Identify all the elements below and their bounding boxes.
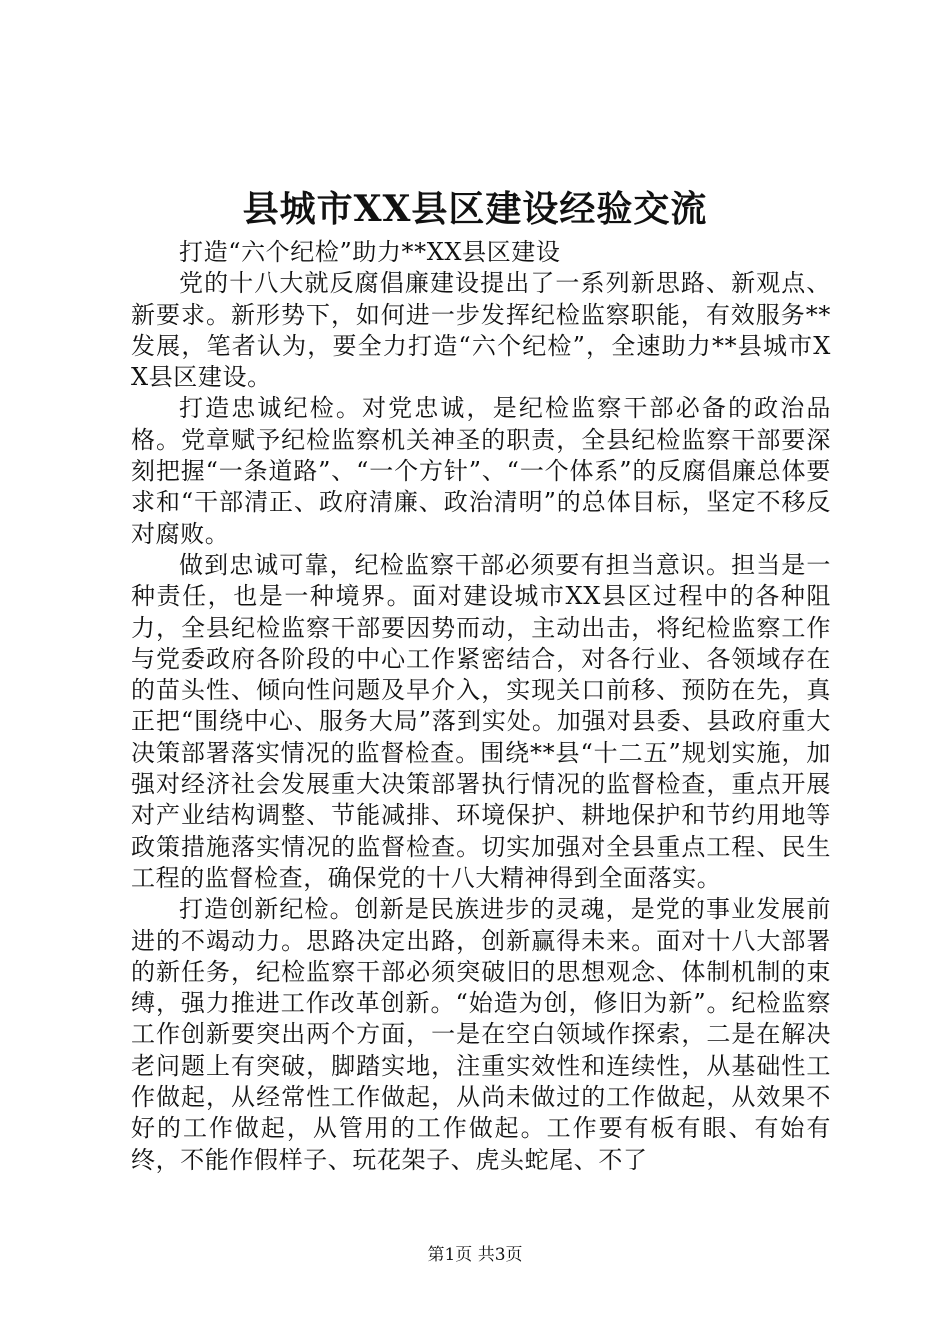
loyalty-paragraph: 打造忠诚纪检。对党忠诚，是纪检监察干部必备的政治品格。党章赋予纪检监察机关神圣的职责，全县纪检监察干部要深刻把握“一条道路”、“一个方针”、“一个体系”的反腐倡廉总体要求和“干部清正、政府清廉、政治清明”的总体目标，坚定不移反对腐败。 — [131, 394, 831, 548]
intro-paragraph: 党的十八大就反腐倡廉建设提出了一系列新思路、新观点、新要求。新形势下，如何进一步发挥纪检监察职能，有效服务**发展，笔者认为，要全力打造“六个纪检”，全速助力**县城市XX县区建设。 — [131, 269, 831, 392]
responsibility-paragraph: 做到忠诚可靠，纪检监察干部必须要有担当意识。担当是一种责任，也是一种境界。面对建设城市XX县区过程中的各种阻力，全县纪检监察干部要因势而动，主动出击，将纪检监察工作与党委政府各阶段的中心工作紧密结合，对各行业、各领域存在的苗头性、倾向性问题及早介入，实现关口前移、预防在先，真正把“围绕中心、服务大局”落到实处。加强对县委、县政府重大决策部署落实情况的监督检查。围绕**县“十二五”规划实施，加强对经济社会发展重大决策部署执行情况的监督检查，重点开展对产业结构调整、节能减排、环境保护、耕地保护和节约用地等政策措施落实情况的监督检查。切实加强对全县重点工程、民生工程的监督检查，确保党的十八大精神得到全面落实。 — [131, 550, 831, 892]
document-title: 县城市XX县区建设经验交流 — [242, 188, 708, 230]
innovation-paragraph: 打造创新纪检。创新是民族进步的灵魂，是党的事业发展前进的不竭动力。思路决定出路，创新赢得未来。面对十八大部署的新任务，纪检监察干部必须突破旧的思想观念、体制机制的束缚，强力推进工作改革创新。“始造为创，修旧为新”。纪检监察工作创新要突出两个方面，一是在空白领域作探索，二是在解决老问题上有突破，脚踏实地，注重实效性和连续性，从基础性工作做起，从经常性工作做起，从尚未做过的工作做起，从效果不好的工作做起，从管用的工作做起。工作要有板有眼、有始有终，不能作假样子、玩花架子、虎头蛇尾、不了 — [131, 895, 831, 1174]
page-number-footer: 第1页 共3页 — [427, 1245, 523, 1265]
document-body — [131, 237, 831, 1176]
subtitle-paragraph: 打造“六个纪检”助力**XX县区建设 — [179, 238, 561, 266]
